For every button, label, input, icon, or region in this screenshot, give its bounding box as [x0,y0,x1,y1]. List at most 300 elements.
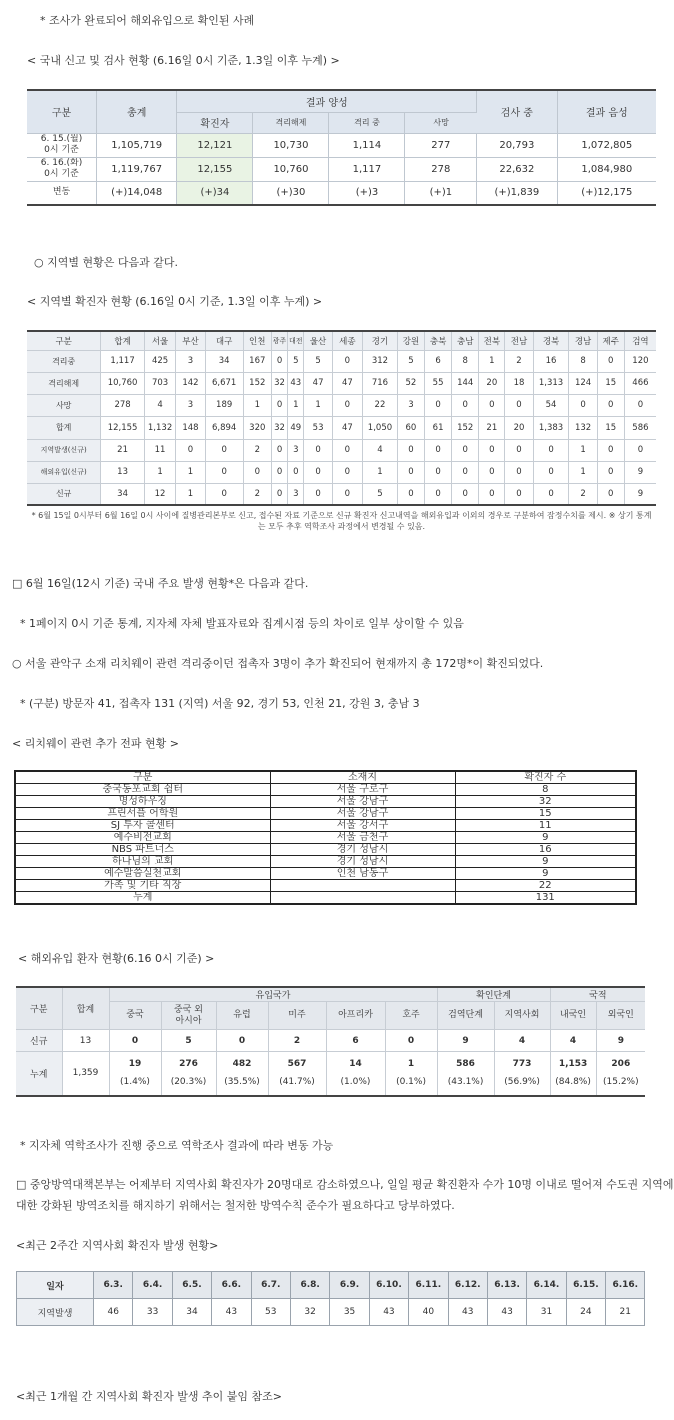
t5-h-date: 일자 [17,1272,94,1299]
t2-cell: 1 [243,394,271,416]
t4-new-cell: 4 [494,1030,550,1052]
t4-h-stage: 확인단계 [437,987,550,1002]
t1-cell: 12,155 [177,157,253,181]
t5-value: 53 [251,1299,290,1326]
t2-cell: 34 [101,483,144,505]
t2-cell: 0 [397,439,424,461]
t2-cell: 0 [597,394,624,416]
bottom-reference-note: <최근 1개월 간 지역사회 확진자 발생 추이 붙임 참조> [16,1390,282,1403]
t1-cell: (+)34 [177,181,253,205]
t3-cell: 예수비전교회 [15,832,270,844]
t2-cell: 2 [569,483,597,505]
t4-cum-value: 773 [512,1059,532,1070]
t3-h-location: 소재지 [270,771,455,784]
t2-cell: 312 [363,350,398,372]
t4-subheader: 검역단계 [437,1002,494,1030]
t1-h-total: 총계 [97,90,177,133]
t5-date: 6.13. [487,1272,526,1299]
t2-cell: 0 [397,483,424,505]
t2-cell: 0 [452,461,479,483]
t2-cell: 0 [271,350,287,372]
t4-h-group: 구분 [16,987,62,1030]
richway-spread-table [14,770,637,905]
overseas-inflow-table [16,986,645,1097]
t4-subheader: 아프리카 [326,1002,385,1030]
t1-cell: (+)3 [329,181,405,205]
t4-new-cell: 9 [596,1030,645,1052]
table5-title: <최근 2주간 지역사회 확진자 발생 현황> [16,1239,219,1252]
t2-cell: 152 [452,416,479,439]
t2-cell: 21 [101,439,144,461]
table2-footnote-1: * 6월 15일 0시부터 6월 16일 0시 사이에 질병관리본부로 신고, 접수된 자료 기준으로 신규 확진자 신고내역을 해외유입과 이외의 경우로 구분하여 잠정수치를 제시. ※ 상기 통계 [31,511,652,520]
table-row [27,157,656,181]
t2-cell: 703 [144,372,176,394]
t2-cell: 53 [304,416,332,439]
t1-cell: (+)30 [253,181,329,205]
t2-cell: 43 [288,372,304,394]
t3-cell: 11 [455,820,636,832]
t4-cum-pct: (20.3%) [170,1077,207,1088]
t4-cum-pct: (56.9%) [504,1077,540,1088]
t3-h-group: 구분 [15,771,270,784]
t2-cell: 0 [332,439,362,461]
t2-cell: 1 [479,350,505,372]
t3-cell [270,880,455,892]
t3-cell: 예수말씀실천교회 [15,868,270,880]
t4-new-label: 신규 [16,1030,62,1052]
t2-cell: 1,117 [101,350,144,372]
t2-cell: 10,760 [101,372,144,394]
t2-cell: 13 [101,461,144,483]
t1-row-label [27,157,97,181]
t5-date: 6.12. [448,1272,487,1299]
t3-cell: NBS 파트너스 [15,844,270,856]
t3-cell: 하나님의 교회 [15,856,270,868]
t1-h-negative: 결과 음성 [557,90,656,133]
local-cases-2weeks-table [16,1271,645,1326]
t4-new-cell: 9 [437,1030,494,1052]
t4-subheader: 호주 [385,1002,437,1030]
t2-cell: 1,050 [363,416,398,439]
t4-cum-value: 482 [232,1059,252,1070]
t4-cum-pct: (15.2%) [603,1077,639,1088]
t2-header: 경북 [533,331,569,350]
section-main: □ 6월 16일(12시 기준) 국내 주요 발생 현황*은 다음과 같다. [12,577,309,590]
t2-cell: 5 [288,350,304,372]
t2-cell: 0 [425,394,452,416]
t2-cell: 9 [624,483,656,505]
table-row [15,868,636,880]
table4-note: * 지자체 역학조사가 진행 중으로 역학조사 결과에 따라 변동 가능 [20,1139,334,1152]
t5-date: 6.15. [566,1272,605,1299]
t2-cell: 1 [144,461,176,483]
t3-cell: 9 [455,868,636,880]
t3-cell: 32 [455,796,636,808]
t4-cum-pct: (41.7%) [279,1077,315,1088]
table-row [15,784,636,796]
t2-cell: 0 [533,483,569,505]
t2-row-label: 사망 [27,394,101,416]
t2-header: 대구 [205,331,243,350]
t4-cum-value: 1,153 [558,1059,588,1070]
t3-cell: 9 [455,856,636,868]
t1-cell: 1,072,805 [557,133,656,157]
t2-header: 부산 [176,331,205,350]
t2-row-label: 지역발생(신규) [27,439,101,461]
t2-cell: 5 [304,350,332,372]
t4-cum-value: 567 [287,1059,307,1070]
t1-cell: (+)14,048 [97,181,177,205]
t5-value: 43 [212,1299,251,1326]
t1-h-released: 격리해제 [253,112,329,133]
t2-header: 강원 [397,331,424,350]
t2-cell: 0 [597,350,624,372]
t2-cell: 0 [624,394,656,416]
t3-cell [270,892,455,905]
t3-cell: 9 [455,832,636,844]
t2-header: 전남 [505,331,533,350]
t4-cum-value: 276 [179,1059,198,1070]
table-row [15,844,636,856]
t1-h-death: 사망 [405,112,477,133]
t2-row-label: 해외유입(신규) [27,461,101,483]
t2-cell: 124 [569,372,597,394]
t2-cell: 4 [144,394,176,416]
t4-new-cell: 0 [216,1030,268,1052]
t1-cell: 1,114 [329,133,405,157]
t2-cell: 142 [176,372,205,394]
t2-cell: 0 [332,350,362,372]
t3-cell: 15 [455,808,636,820]
richway-note: * (구분) 방문자 41, 접촉자 131 (지역) 서울 92, 경기 53, 인천 21, 강원 3, 충남 3 [20,697,420,710]
table-row [27,416,656,439]
t2-cell: 2 [243,439,271,461]
t2-row-label: 격리중 [27,350,101,372]
t2-cell: 0 [271,483,287,505]
t2-cell: 0 [304,461,332,483]
t4-new-cell: 4 [550,1030,596,1052]
t2-cell: 12,155 [101,416,144,439]
t2-cell: 1 [304,394,332,416]
table-row [27,394,656,416]
t2-cell: 0 [569,394,597,416]
t1-row-label-line1: 6. 16.(화) [40,158,83,168]
t2-header: 대전 [288,331,304,350]
t2-header: 세종 [332,331,362,350]
t2-cell: 0 [452,394,479,416]
t2-cell: 34 [205,350,243,372]
t2-header: 경기 [363,331,398,350]
t4-h-total: 합계 [62,987,109,1030]
t2-header: 충남 [452,331,479,350]
t4-cum-value: 14 [349,1059,362,1070]
t5-h-local: 지역발생 [17,1299,94,1326]
t5-value: 43 [487,1299,526,1326]
t2-header: 광주 [271,331,287,350]
t5-date: 6.5. [172,1272,211,1299]
t1-row-label [27,133,97,157]
t1-cell: (+)12,175 [557,181,656,205]
t4-cum-pct: (35.5%) [224,1077,260,1088]
t2-cell: 0 [597,461,624,483]
t5-value: 34 [172,1299,211,1326]
t3-cell: 인천 남동구 [270,868,455,880]
t2-cell: 0 [304,439,332,461]
t2-cell: 15 [597,416,624,439]
t2-cell: 0 [271,461,287,483]
t5-date: 6.3. [94,1272,133,1299]
t2-cell: 3 [176,394,205,416]
t2-cell: 0 [452,483,479,505]
t2-header: 경남 [569,331,597,350]
t1-cell: 1,084,980 [557,157,656,181]
t3-cell: 경기 성남시 [270,856,455,868]
t5-date: 6.16. [606,1272,645,1299]
table2-title: < 지역별 확진자 현황 (6.16일 0시 기준, 1.3일 이후 누계) > [27,295,323,308]
t2-cell: 144 [452,372,479,394]
t2-cell: 32 [271,416,287,439]
t4-subheader: 내국인 [550,1002,596,1030]
t4-cum-cell [109,1052,161,1096]
t5-date: 6.9. [330,1272,369,1299]
t1-cell: 10,760 [253,157,329,181]
t4-cum-pct: (1.0%) [340,1077,371,1088]
t4-cum-cell [268,1052,326,1096]
t2-cell: 11 [144,439,176,461]
t2-cell: 148 [176,416,205,439]
overseas-confirmed-note: * 조사가 완료되어 해외유입으로 확인된 사례 [40,14,255,27]
t4-cum-cell [326,1052,385,1096]
t3-cell: 서울 구로구 [270,784,455,796]
t4-subheader: 미주 [268,1002,326,1030]
t2-cell: 0 [205,483,243,505]
t5-date: 6.10. [369,1272,408,1299]
table-row [27,350,656,372]
t3-cell: 131 [455,892,636,905]
table-row [15,832,636,844]
t2-cell: 9 [624,461,656,483]
t2-cell: 0 [304,483,332,505]
t4-cum-value: 19 [128,1059,142,1070]
t1-cell: 277 [405,133,477,157]
t4-new-cell: 5 [161,1030,216,1052]
t2-cell: 2 [243,483,271,505]
t4-new-cell: 6 [326,1030,385,1052]
t2-cell: 0 [533,461,569,483]
table-row [27,181,656,205]
t1-cell: 1,105,719 [97,133,177,157]
t2-row-label: 합계 [27,416,101,439]
t5-value: 32 [290,1299,329,1326]
table-row [15,820,636,832]
t2-cell: 1,383 [533,416,569,439]
t4-subheader: 지역사회 [494,1002,550,1030]
t3-cell: 22 [455,880,636,892]
t2-cell: 0 [479,439,505,461]
table1-title: < 국내 신고 및 검사 현황 (6.16일 0시 기준, 1.3일 이후 누계) > [27,54,340,67]
t1-cell: 12,121 [177,133,253,157]
t2-cell: 3 [288,439,304,461]
t2-cell: 1 [288,394,304,416]
t2-cell: 22 [363,394,398,416]
t2-cell: 1 [363,461,398,483]
t2-header: 합계 [101,331,144,350]
t5-value: 35 [330,1299,369,1326]
t2-cell: 0 [425,483,452,505]
t2-cell: 15 [597,372,624,394]
t2-header: 제주 [597,331,624,350]
t5-date: 6.6. [212,1272,251,1299]
t4-cum-cell [494,1052,550,1096]
table4-title: < 해외유입 환자 현황(6.16 0시 기준) > [18,952,215,965]
t3-cell: 서울 금천구 [270,832,455,844]
t2-cell: 5 [397,350,424,372]
t4-cum-cell [216,1052,268,1096]
t2-cell: 12 [144,483,176,505]
t2-header: 충북 [425,331,452,350]
t2-cell: 0 [505,461,533,483]
t2-cell: 1 [176,483,205,505]
t2-cell: 0 [271,394,287,416]
t2-cell: 3 [397,394,424,416]
t2-cell: 0 [332,394,362,416]
t4-h-nation: 국적 [550,987,645,1002]
t2-cell: 47 [332,372,362,394]
t4-cum-cell [550,1052,596,1096]
t1-row-label [27,181,97,205]
t2-cell: 0 [243,461,271,483]
t2-cell: 716 [363,372,398,394]
t1-h-isolated: 격리 중 [329,112,405,133]
table-row [15,856,636,868]
t1-h-result-pos: 결과 양성 [177,90,477,112]
t2-cell: 120 [624,350,656,372]
t5-value: 46 [94,1299,133,1326]
t2-header: 울산 [304,331,332,350]
t5-date: 6.14. [527,1272,566,1299]
t2-cell: 1,132 [144,416,176,439]
t5-date: 6.8. [290,1272,329,1299]
t2-cell: 0 [205,461,243,483]
t5-date: 6.4. [133,1272,172,1299]
t2-cell: 21 [479,416,505,439]
t2-cell: 8 [569,350,597,372]
t5-value: 33 [133,1299,172,1326]
t2-cell: 189 [205,394,243,416]
t4-cum-label: 누계 [16,1052,62,1096]
t3-h-count: 확진자 수 [455,771,636,784]
t4-h-country: 유입국가 [109,987,437,1002]
t4-cum-pct: (43.1%) [447,1077,484,1088]
t1-cell: 278 [405,157,477,181]
t2-cell: 16 [533,350,569,372]
table-row [27,372,656,394]
t4-cum-value: 586 [456,1059,475,1070]
t4-new-cell: 0 [385,1030,437,1052]
t3-cell: 중국동포교회 쉼터 [15,784,270,796]
t2-cell: 1 [176,461,205,483]
t2-cell: 0 [479,394,505,416]
t4-subheader: 중국 외 아시아 [161,1002,216,1030]
t1-h-testing: 검사 중 [477,90,557,133]
hq-statement-1: □ 중앙방역대책본부는 어제부터 지역사회 확진자가 20명대로 감소하였으나, 일일 평균 확진환자 수가 10명 이내로 떨어져 수도권 지역에 [16,1178,674,1191]
t2-cell: 20 [505,416,533,439]
t1-cell: (+)1 [405,181,477,205]
t3-cell: 명성하우징 [15,796,270,808]
t4-cum-pct: (84.8%) [555,1077,591,1088]
t2-header: 검역 [624,331,656,350]
table-row [27,461,656,483]
t4-subheader: 중국 [109,1002,161,1030]
t2-cell: 3 [176,350,205,372]
t4-cum-cell [596,1052,645,1096]
t2-cell: 32 [271,372,287,394]
t3-cell: 경기 성남시 [270,844,455,856]
t2-cell: 466 [624,372,656,394]
t2-cell: 0 [533,439,569,461]
t5-value: 43 [448,1299,487,1326]
t2-cell: 0 [332,483,362,505]
t2-cell: 586 [624,416,656,439]
t2-cell: 0 [452,439,479,461]
t1-cell: 22,632 [477,157,557,181]
t2-cell: 55 [425,372,452,394]
t2-cell: 0 [624,439,656,461]
table-row [15,880,636,892]
t2-cell: 278 [101,394,144,416]
t2-cell: 20 [479,372,505,394]
t1-cell: (+)1,839 [477,181,557,205]
t3-cell: 프린서플 어학원 [15,808,270,820]
t4-cum-cell [161,1052,216,1096]
t2-cell: 54 [533,394,569,416]
t2-header: 전북 [479,331,505,350]
t2-cell: 6,894 [205,416,243,439]
t1-cell: 20,793 [477,133,557,157]
t2-cell: 47 [304,372,332,394]
t3-cell: 8 [455,784,636,796]
t2-cell: 4 [363,439,398,461]
t2-cell: 0 [425,461,452,483]
t2-cell: 3 [288,483,304,505]
t1-cell: 1,119,767 [97,157,177,181]
t1-row-label-line2: 0시 기준 [44,169,79,179]
t2-cell: 0 [479,461,505,483]
t2-cell: 18 [505,372,533,394]
t5-date: 6.7. [251,1272,290,1299]
t5-value: 43 [369,1299,408,1326]
t2-cell: 0 [205,439,243,461]
t2-cell: 5 [363,483,398,505]
t3-cell: 서울 강서구 [270,820,455,832]
richway-summary: ○ 서울 관악구 소재 리치웨이 관련 격리중이던 접촉자 3명이 추가 확진되어 현재까지 총 172명*이 확진되었다. [12,657,544,670]
t4-new-cell: 2 [268,1030,326,1052]
t2-header: 구분 [27,331,101,350]
t2-cell: 1 [569,439,597,461]
t2-cell: 152 [243,372,271,394]
t3-cell: SJ 투자 콜센터 [15,820,270,832]
t4-cum-pct: (1.4%) [120,1077,150,1088]
t5-date: 6.11. [409,1272,448,1299]
t2-cell: 167 [243,350,271,372]
t2-cell: 0 [505,483,533,505]
hq-statement-2: 대한 강화된 방역조치를 해지하기 위해서는 철저한 방역수칙 준수가 필요하다고 당부하였다. [16,1199,455,1212]
t2-row-label: 격리해제 [27,372,101,394]
t2-cell: 425 [144,350,176,372]
t1-row-label-line1: 6. 15.(월) [40,134,83,144]
t2-cell: 0 [425,439,452,461]
t3-cell: 서울 강남구 [270,808,455,820]
